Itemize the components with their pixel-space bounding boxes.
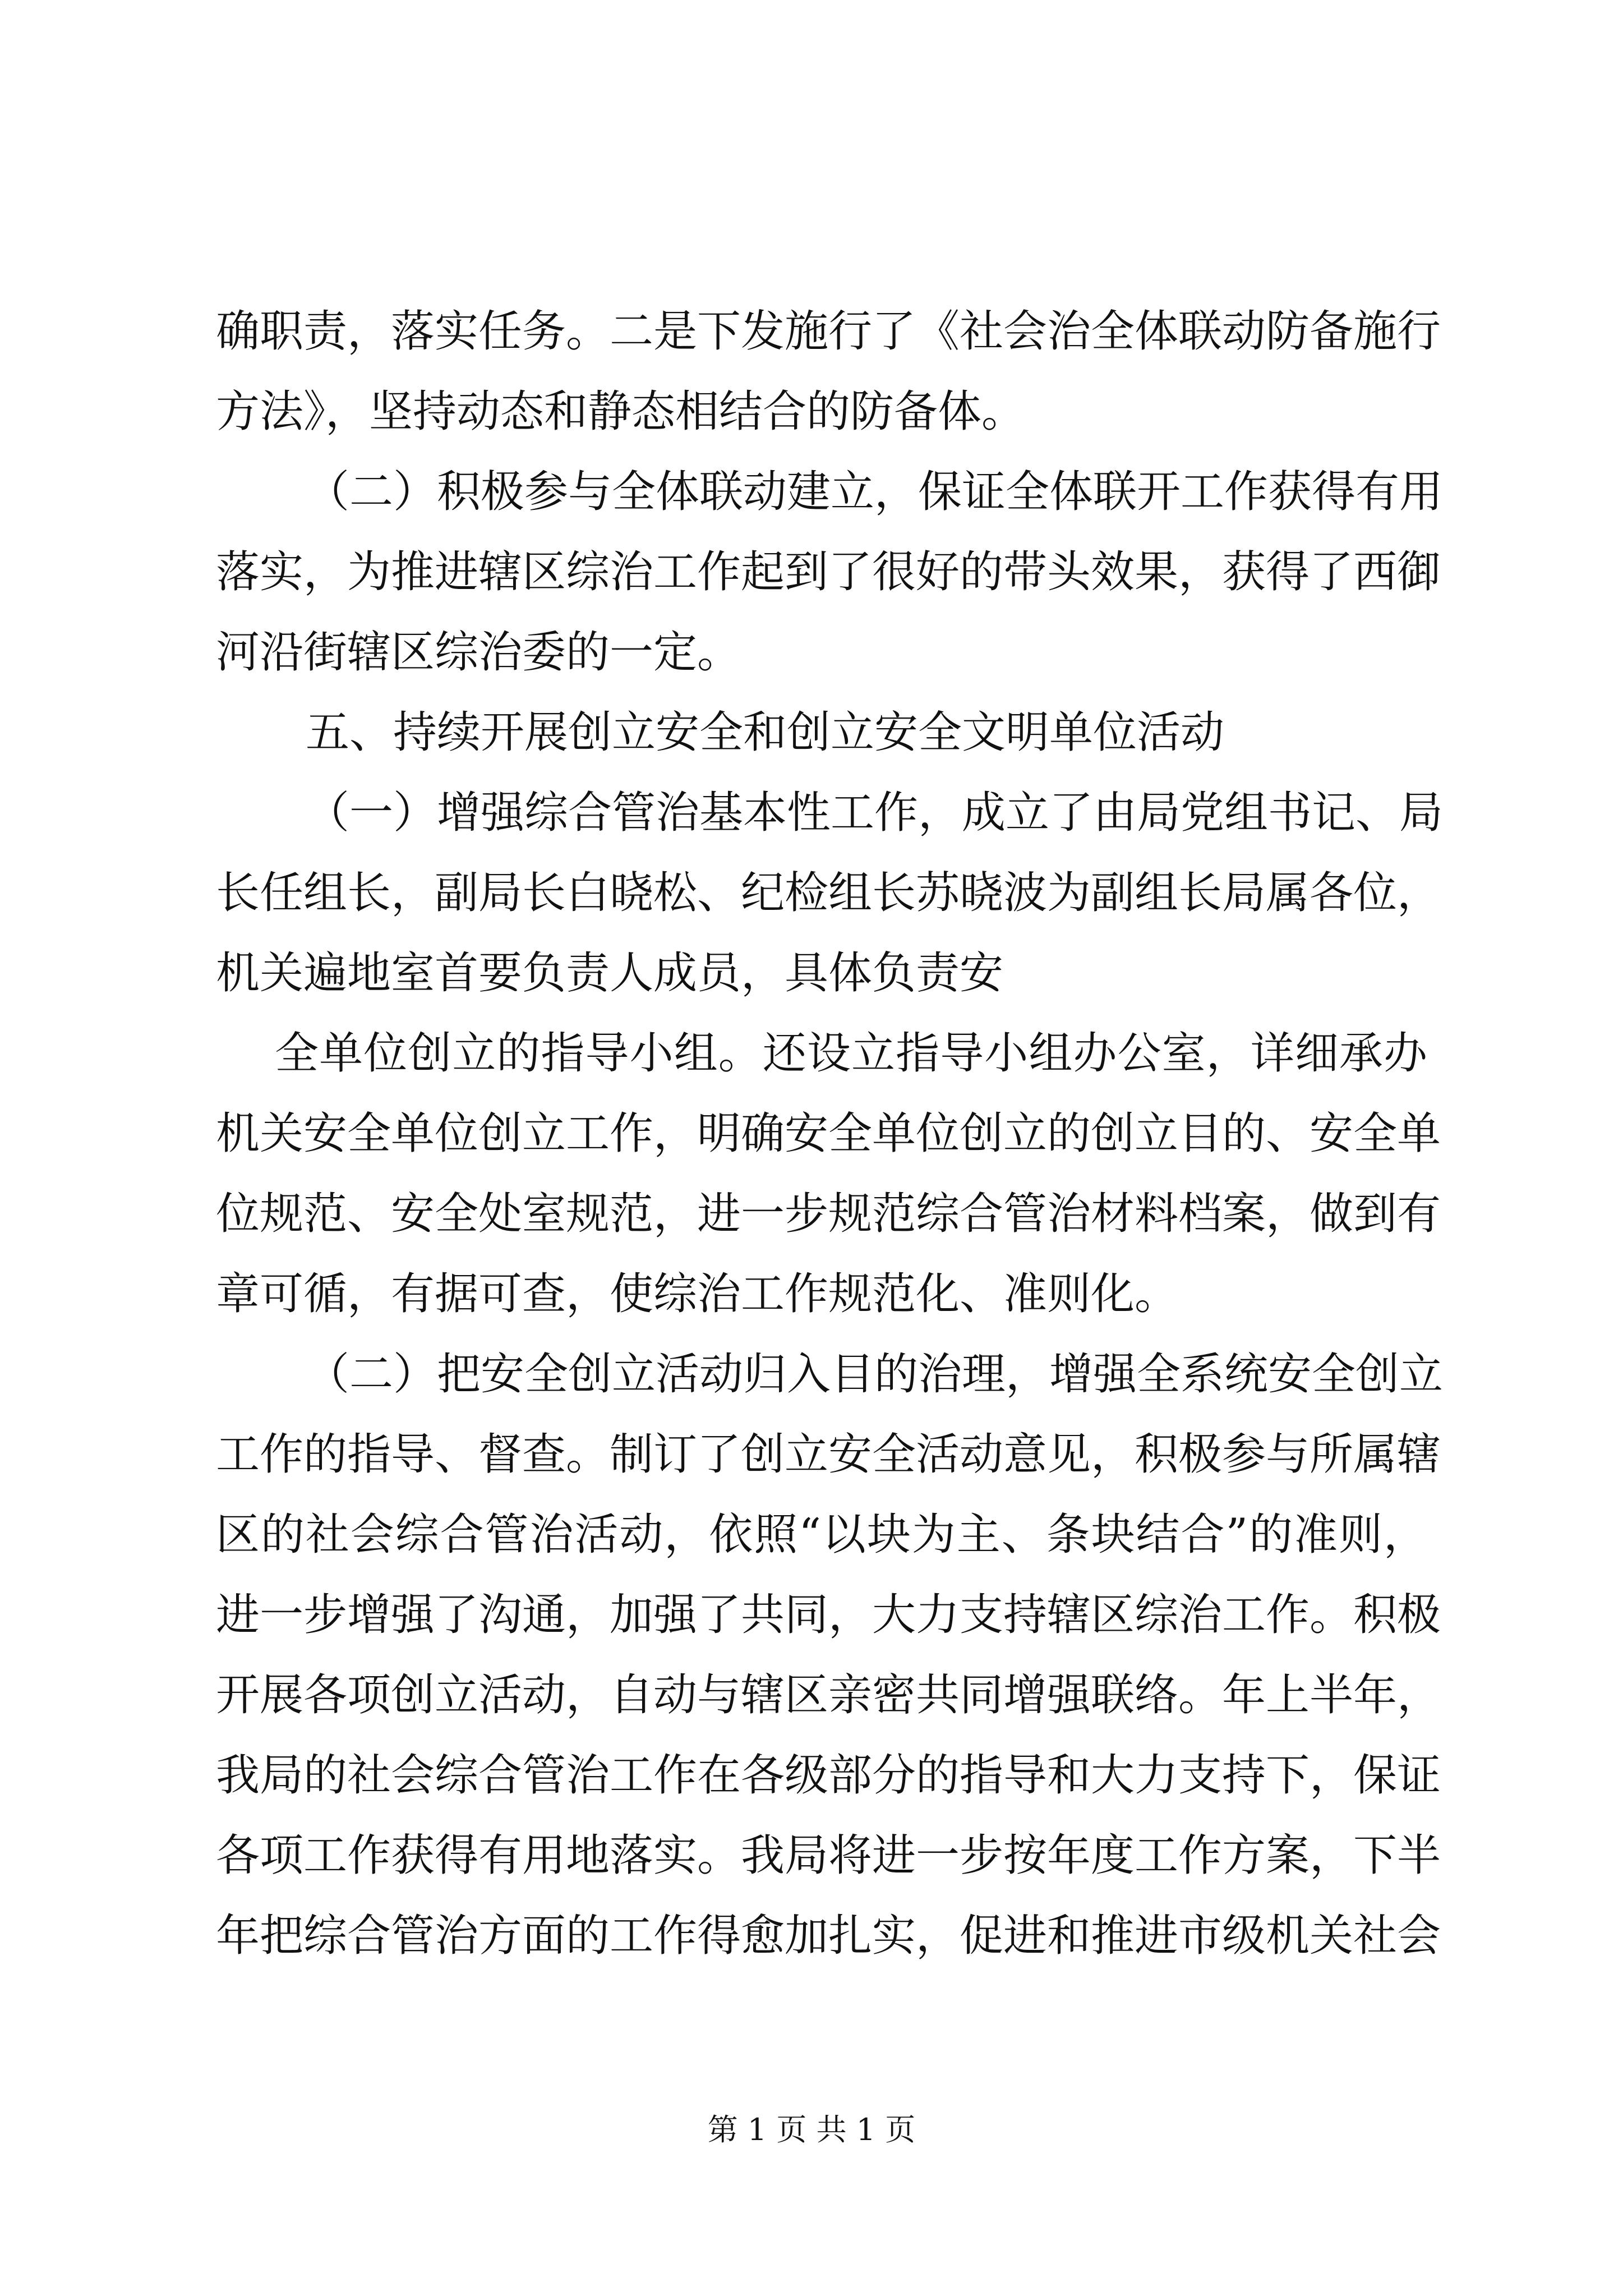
document-body bbox=[216, 292, 1444, 1976]
page-footer bbox=[0, 2110, 1623, 2150]
text-line: 长任组长，副局长白晓松、纪检组长苏晓波为副组长局属各位， bbox=[216, 868, 1441, 918]
text-line: 开展各项创立活动，自动与辖区亲密共同增强联络。年上半年， bbox=[216, 1670, 1441, 1720]
text-line: 方法》，坚持动态和静态相结合的防备体。 bbox=[216, 386, 1026, 437]
text-line: 各项工作获得有用地落实。我局将进一步按年度工作方案，下半 bbox=[216, 1830, 1441, 1881]
text-line: 机关遍地室首要负责人成员，具体负责安 bbox=[216, 948, 1004, 999]
text-line: 我局的社会综合管治工作在各级部分的指导和大力支持下，保证 bbox=[216, 1750, 1441, 1801]
section-heading: 五、持续开展创立安全和创立安全文明单位活动 bbox=[306, 707, 1225, 758]
text-line: 章可循，有据可查，使综治工作规范化、准则化。 bbox=[216, 1269, 1179, 1319]
text-line: （一）增强综合管治基本性工作，成立了由局党组书记、局 bbox=[306, 788, 1444, 838]
text-line: 位规范、安全处室规范，进一步规范综合管治材料档案，做到有 bbox=[216, 1189, 1441, 1239]
text-line: 区的社会综合管治活动，依照“以块为主、条块结合”的准则， bbox=[216, 1510, 1427, 1560]
text-line: 机关安全单位创立工作，明确安全单位创立的创立目的、安全单 bbox=[216, 1108, 1441, 1159]
text-line: 工作的指导、督查。制订了创立安全活动意见，积极参与所属辖 bbox=[216, 1429, 1441, 1480]
page-number: 第 1 页 共 1 页 bbox=[707, 2112, 916, 2147]
text-line: 进一步增强了沟通，加强了共同，大力支持辖区综治工作。积极 bbox=[216, 1590, 1441, 1640]
text-line: 全单位创立的指导小组。还设立指导小组办公室，详细承办 bbox=[275, 1028, 1427, 1079]
text-line: （二）积极参与全体联动建立，保证全体联开工作获得有用 bbox=[306, 467, 1444, 517]
text-line: 年把综合管治方面的工作得愈加扎实，促进和推进市级机关社会 bbox=[216, 1911, 1441, 1961]
text-line: 落实，为推进辖区综治工作起到了很好的带头效果，获得了西御 bbox=[216, 547, 1441, 597]
text-line: 确职责，落实任务。二是下发施行了《社会治全体联动防备施行 bbox=[216, 306, 1441, 357]
text-line: （二）把安全创立活动归入目的治理，增强全系统安全创立 bbox=[306, 1349, 1444, 1400]
text-line: 河沿街辖区综治委的一定。 bbox=[216, 627, 741, 678]
